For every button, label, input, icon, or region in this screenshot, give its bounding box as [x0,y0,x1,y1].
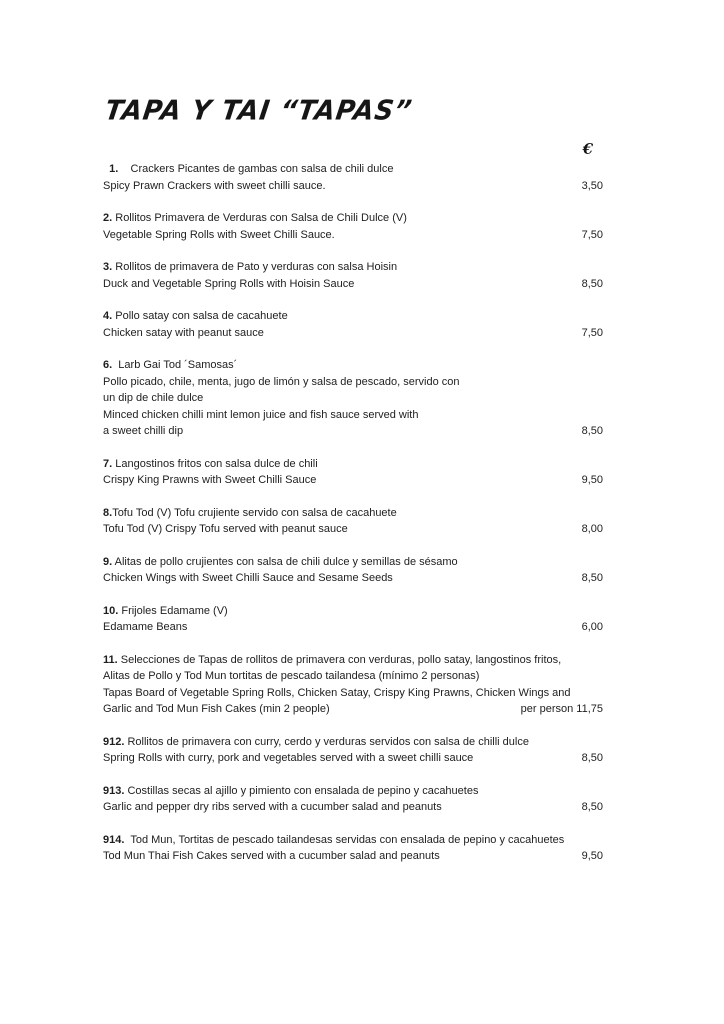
item-price: 8,50 [576,276,603,293]
menu-item-line [103,668,603,685]
menu-item-line [103,472,603,489]
item-line-text: Costillas secas al ajillo y pimiento con ensalada de pepino y cacahuetes [124,784,479,797]
item-number: 11. [103,653,118,666]
menu-item-line [103,325,603,342]
item-line-text: Edamame Beans [103,621,188,633]
menu-item-line [103,505,603,522]
item-line-text: Garlic and Tod Mun Fish Cakes (min 2 people) [103,703,330,715]
item-price: 8,50 [576,570,603,587]
menu-item-line [103,734,603,751]
item-line-text: Larb Gai Tod ´Samosas´ [112,359,238,371]
menu-item-line [103,210,603,227]
menu-item-line [103,750,603,767]
item-line-text: Tofu Tod (V) Crispy Tofu served with peanut sauce [103,523,348,535]
item-price: 7,50 [576,325,603,342]
item-number: 9. [103,555,113,568]
currency-symbol: € [582,140,593,158]
item-number: 3. [103,261,113,273]
menu-item [103,652,603,718]
menu-item [103,603,603,636]
item-line-text: Chicken satay with peanut sauce [103,326,264,339]
page-title: TAPA Y TAI “TAPAS” [103,95,415,127]
menu-item [103,259,603,292]
menu-item-line [103,554,603,571]
item-number: 8. [103,506,113,519]
item-line-text: Garlic and pepper dry ribs served with a cucumber salad and peanuts [103,801,442,813]
item-line-text: Tofu Tod (V) Tofu crujiente servido con salsa de cacahuete [112,506,397,519]
item-price: 6,00 [576,619,603,636]
item-line-text: Duck and Vegetable Spring Rolls with Hoisin Sauce [103,277,355,290]
item-price: 7,50 [576,227,603,244]
menu-item [103,357,603,440]
menu-item-line [103,259,603,276]
item-price: 3,50 [576,178,603,195]
item-price: 8,50 [576,423,603,440]
item-line-text: Frijoles Edamame (V) [118,604,228,617]
item-price: 8,00 [576,521,603,538]
menu-item-line [103,227,603,244]
item-line-text: Tod Mun Thai Fish Cakes served with a cucumber salad and peanuts [103,850,440,862]
menu-item-line [103,178,603,195]
menu-item [103,210,603,243]
item-line-text: Vegetable Spring Rolls with Sweet Chilli Sauce. [103,228,335,241]
item-line-text: Rollitos de primavera de Pato y verduras con salsa Hoisin [112,261,398,273]
menu-item-line [103,407,603,424]
menu-item-line [103,832,603,849]
menu-item-line [103,357,603,374]
item-line-text: Rollitos de primavera con curry, cerdo y verduras servidos con salsa de chilli dulce [124,735,529,748]
menu-item-line [103,685,603,702]
menu-item-line [103,603,603,620]
menu-item [103,554,603,587]
item-line-text: Pollo picado, chile, menta, jugo de limón y salsa de pescado, servido con [103,375,460,388]
menu-item-line [103,799,603,816]
menu-item-line [103,276,603,293]
item-line-text: Alitas de Pollo y Tod Mun tortitas de pescado tailandesa (mínimo 2 personas) [103,670,480,682]
item-number: 4. [103,310,113,322]
item-number: 913. [103,784,125,797]
currency-header-row [103,140,603,158]
menu-item-line [103,619,603,636]
item-number: 6. [103,359,113,371]
menu-item-line [103,848,603,865]
item-line-text: Spicy Prawn Crackers with sweet chilli sauce. [103,179,326,192]
menu-item-line [103,783,603,800]
menu-item [103,505,603,538]
item-line-text: Pollo satay con salsa de cacahuete [112,310,288,322]
menu-item-line [103,652,603,669]
item-number: 2. [103,212,113,224]
item-number: 10. [103,604,119,617]
item-line-text: Crackers Picantes de gambas con salsa de chili dulce [118,163,394,175]
item-line-text: Selecciones de Tapas de rollitos de primavera con verduras, pollo satay, langostinos fritos, [117,653,562,666]
item-number: 7. [103,457,113,470]
menu-item-line [103,423,603,440]
item-price: 9,50 [576,848,603,865]
menu-items [103,161,603,865]
item-line-text: Langostinos fritos con salsa dulce de chili [112,457,318,470]
item-price: 8,50 [576,750,603,767]
item-line-text: a sweet chilli dip [103,425,184,437]
item-price: 8,50 [576,799,603,816]
item-line-text: Rollitos Primavera de Verduras con Salsa de Chili Dulce (V) [112,212,407,224]
item-line-text: un dip de chile dulce [103,392,204,404]
menu-item-line [103,308,603,325]
menu-item [103,783,603,816]
menu-item [103,456,603,489]
menu-item [103,734,603,767]
menu-item-line [103,521,603,538]
menu-item-line [103,161,603,178]
item-line-text: Crispy King Prawns with Sweet Chilli Sauce [103,474,317,486]
menu-item-line [103,701,603,718]
item-line-text: Tapas Board of Vegetable Spring Rolls, Chicken Satay, Crispy King Prawns, Chicken Wings and [103,686,571,699]
menu-item-line [103,570,603,587]
item-price: per person 11,75 [515,701,603,718]
item-number: 914. [103,833,125,846]
item-line-text: Chicken Wings with Sweet Chilli Sauce and Sesame Seeds [103,572,393,584]
item-line-text: Minced chicken chilli mint lemon juice and fish sauce served with [103,408,419,421]
menu-item [103,308,603,341]
menu-item-line [103,390,603,407]
menu-item [103,832,603,865]
item-number: 912. [103,735,125,748]
menu-item-line [103,456,603,473]
item-line-text: Tod Mun, Tortitas de pescado tailandesas servidas con ensalada de pepino y cacahuetes [124,833,565,846]
item-price: 9,50 [576,472,603,489]
item-line-text: Alitas de pollo crujientes con salsa de chili dulce y semillas de sésamo [112,555,458,568]
item-line-text: Spring Rolls with curry, pork and vegetables served with a sweet chilli sauce [103,752,474,764]
menu-item [103,161,603,194]
item-number: 1. [103,163,119,175]
menu-item-line [103,374,603,391]
